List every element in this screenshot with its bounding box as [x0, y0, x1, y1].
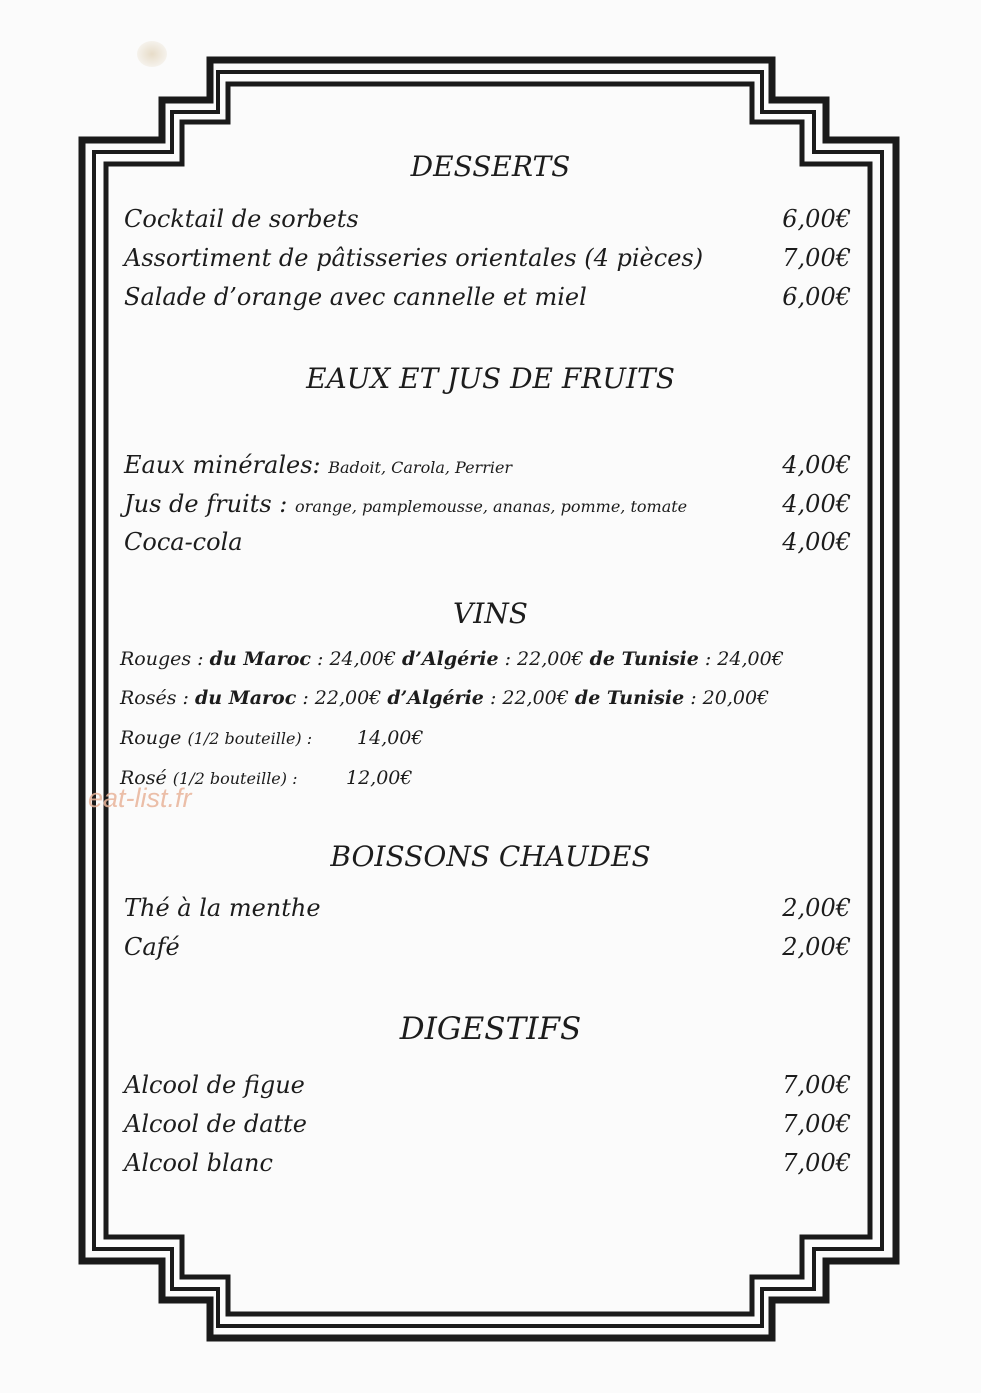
menu-item-price: 7,00€ [782, 244, 851, 272]
menu-item-jus-de-fruits [124, 490, 687, 518]
menu-item-name: Eaux minérales: [124, 451, 321, 479]
wine-origin-tunisie: de Tunisie [574, 687, 685, 709]
wine-line-roses [120, 687, 769, 709]
watermark: eat-list.fr [88, 783, 192, 813]
menu-item-name: Alcool blanc [124, 1149, 273, 1177]
wine-label: Rouges : [120, 648, 204, 670]
menu-item-name: Thé à la menthe [124, 894, 321, 922]
menu-item-price: 4,00€ [782, 451, 851, 479]
wine-label: Rosé [120, 767, 167, 789]
wine-price: : 20,00€ [690, 687, 770, 709]
wine-line-rouges [120, 648, 784, 670]
wine-price: : 24,00€ [317, 648, 396, 670]
wine-price: : 22,00€ [504, 648, 584, 670]
menu-item-price: 6,00€ [782, 205, 851, 233]
wine-note: (1/2 bouteille) : [187, 729, 313, 748]
menu-item-note: orange, pamplemousse, ananas, pomme, tomate [295, 497, 688, 516]
wine-label: Rosés : [120, 687, 189, 709]
section-title-boissons: BOISSONS CHAUDES [330, 840, 651, 873]
menu-item-price: 7,00€ [782, 1149, 851, 1177]
section-title-eaux: EAUX ET JUS DE FRUITS [306, 362, 675, 395]
menu-item-name: Alcool de datte [124, 1110, 308, 1138]
menu-item-price: 2,00€ [782, 894, 851, 922]
menu-item-name: Salade d’orange avec cannelle et miel [124, 283, 587, 311]
section-title-vins: VINS [453, 597, 528, 630]
menu-item-price: 7,00€ [782, 1071, 851, 1099]
wine-origin-tunisie: de Tunisie [589, 648, 699, 670]
wine-price: 12,00€ [346, 767, 413, 789]
menu-item-price: 7,00€ [782, 1110, 851, 1138]
wine-origin-maroc: du Maroc [209, 648, 311, 670]
wine-price: : 22,00€ [489, 687, 569, 709]
menu-item-eaux-minerales [124, 451, 512, 479]
menu-item-name: Coca-cola [124, 528, 243, 556]
wine-origin-algerie: d’Algérie [387, 687, 484, 709]
wine-price: : 24,00€ [704, 648, 784, 670]
menu-item-name: Assortiment de pâtisseries orientales (4 pièces) [124, 244, 704, 272]
wine-origin-algerie: d’Algérie [401, 648, 499, 670]
paper-smudge [137, 41, 167, 67]
menu-item-price: 6,00€ [782, 283, 851, 311]
menu-item-name: Alcool de figue [124, 1071, 305, 1099]
wine-line-rouge-half [120, 727, 312, 749]
section-title-digestifs: DIGESTIFS [399, 1011, 582, 1047]
menu-item-note: Badoit, Carola, Perrier [328, 458, 513, 477]
menu-item-price: 4,00€ [782, 490, 851, 518]
wine-label: Rouge [120, 727, 182, 749]
wine-note: (1/2 bouteille) : [172, 769, 298, 788]
menu-item-price: 4,00€ [782, 528, 851, 556]
menu-item-price: 2,00€ [782, 933, 851, 961]
wine-price: : 22,00€ [302, 687, 382, 709]
menu-item-name: Jus de fruits : [124, 490, 288, 518]
wine-price: 14,00€ [357, 727, 424, 749]
menu-item-name: Café [124, 933, 180, 961]
wine-origin-maroc: du Maroc [194, 687, 297, 709]
menu-item-name: Cocktail de sorbets [124, 205, 359, 233]
section-title-desserts: DESSERTS [410, 150, 571, 183]
